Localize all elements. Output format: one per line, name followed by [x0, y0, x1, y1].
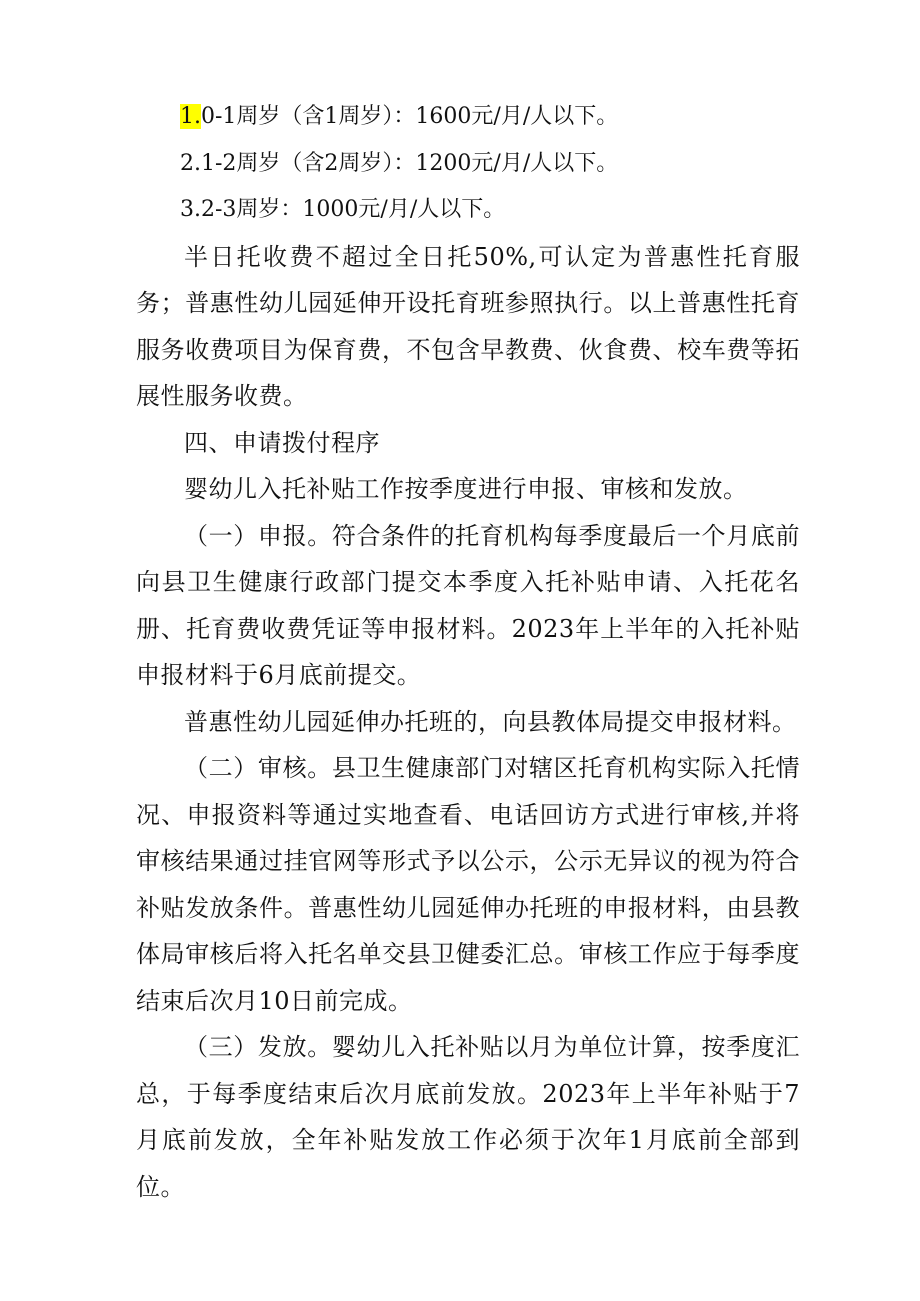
fee-item-marker: 3. — [180, 197, 201, 222]
fee-item-2 — [136, 141, 800, 188]
kindergarten-paragraph: 普惠性幼儿园延伸办托班的，向县教体局提交申报材料。 — [184, 707, 797, 736]
document-body — [136, 94, 800, 1210]
fee-item-marker: 2. — [180, 150, 201, 176]
quarterly-paragraph: 婴幼儿入托补贴工作按季度进行申报、审核和发放。 — [184, 475, 748, 503]
highlighted-marker: 1. — [180, 104, 201, 129]
fee-item-text: 2-3周岁：1000元/月/人以下。 — [201, 197, 506, 222]
section-heading: 四、申请拨付程序 — [184, 428, 380, 457]
payment-paragraph: （三）发放。婴幼儿入托补贴以月为单位计算，按季度汇总，于每季度结束后次月底前发放。2023年上半年补贴于7月底前发放，全年补贴发放工作必须于次年1月底前全部到位。 — [136, 1033, 800, 1201]
fee-item-text: 1-2周岁（含2周岁）：1200元/月/人以下。 — [201, 150, 619, 176]
declaration-paragraph: （一）申报。符合条件的托育机构每季度最后一个月底前向县卫生健康行政部门提交本季度入托补贴申请、入托花名册、托育费收费凭证等申报材料。2023年上半年的入托补贴申报材料于6月底前提交。 — [136, 521, 800, 689]
fee-item-3 — [136, 187, 800, 234]
review-paragraph: （二）审核。县卫生健康部门对辖区托育机构实际入托情况、申报资料等通过实地查看、电话回访方式进行审核,并将审核结果通过挂官网等形式予以公示，公示无异议的视为符合补贴发放条件。普惠性幼儿园延伸办托班的申报材料，由县教体局审核后将入托名单交县卫健委汇总。审核工作应于每季度结束后次月10日前完成。 — [136, 754, 800, 1015]
fee-item-1 — [136, 94, 800, 141]
fee-item-text: 0-1周岁（含1周岁）：1600元/月/人以下。 — [201, 104, 619, 129]
half-day-fee-paragraph: 半日托收费不超过全日托50%,可认定为普惠性托育服务；普惠性幼儿园延伸开设托育班参照执行。以上普惠性托育服务收费项目为保育费，不包含早教费、伙食费、校车费等拓展性服务收费。 — [136, 242, 800, 410]
